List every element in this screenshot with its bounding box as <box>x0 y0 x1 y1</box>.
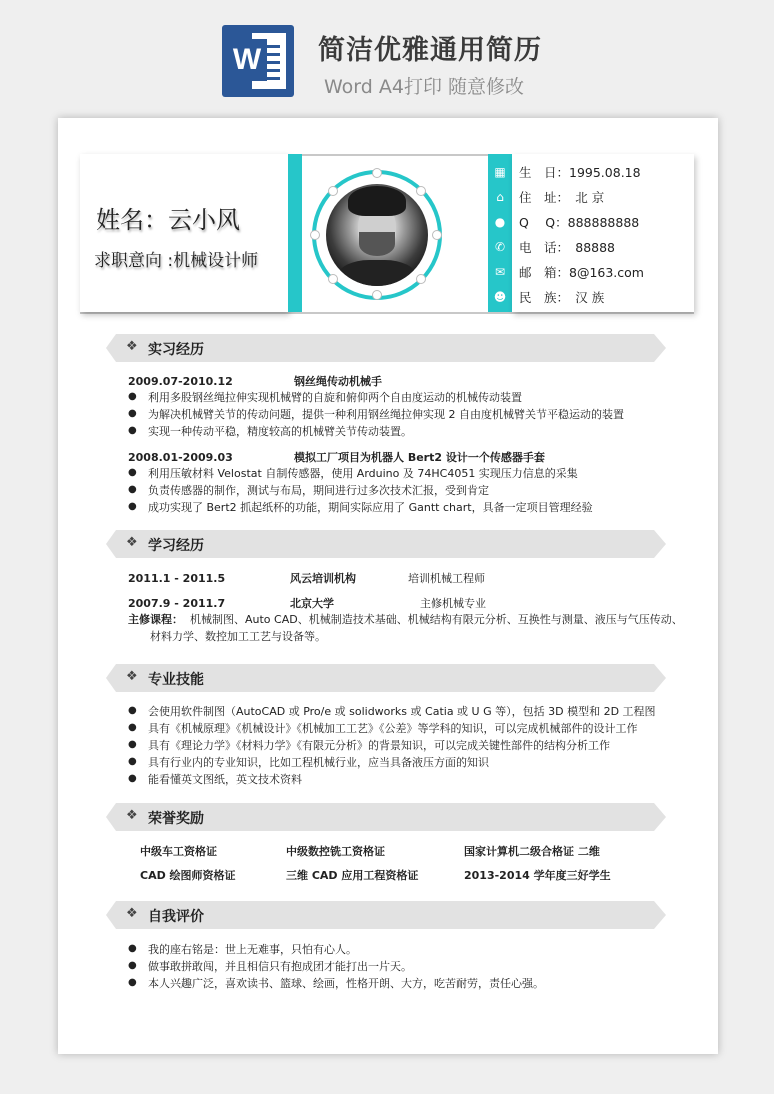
avatar <box>312 170 442 300</box>
top-banner <box>0 0 774 118</box>
qq-number: Q Q：888888888 <box>519 215 640 230</box>
courses-text: 材料力学、数控加工工艺与设备等。 <box>150 630 326 643</box>
list-item: 利用压敏材料 Velostat 自制传感器，使用 Arduino 及 74HC4051 实现压力信息的采集 <box>148 467 578 480</box>
honor-item: 中级数控铣工资格证 <box>286 845 385 858</box>
honor-item: CAD 绘图师资格证 <box>140 869 236 882</box>
banner-title: 简洁优雅通用简历 <box>318 35 542 66</box>
name-card <box>80 154 288 312</box>
edu-school: 风云培训机构 <box>290 572 356 585</box>
accent-bar <box>288 154 302 312</box>
section-header-evaluation <box>106 901 666 929</box>
section-header-internship <box>106 334 666 362</box>
list-item: 成功实现了 Bert2 抓起纸杯的功能，期间实际应用了 Gantt chart，具备一定项目管理经验 <box>148 501 593 514</box>
phone-icon: ✆ <box>494 240 506 254</box>
profile-photo <box>326 184 428 286</box>
honor-item: 三维 CAD 应用工程资格证 <box>286 869 419 882</box>
section-title: 专业技能 <box>148 672 204 688</box>
courses-text: 机械制图、Auto CAD、机械制造技术基础、机械结构有限元分析、互换性与测量、液压与气压传动、 <box>190 613 683 626</box>
word-icon <box>222 25 294 97</box>
edu-school: 北京大学 <box>290 597 334 610</box>
diamond-icon: ❖ <box>126 906 138 921</box>
edu-major: 培训机械工程师 <box>408 572 485 585</box>
mail-icon: ✉ <box>494 265 506 279</box>
list-item: 具有《理论力学》《材料力学》《有限元分析》的背景知识，可以完成关键性部件的结构分析工作 <box>148 739 610 752</box>
list-item: 实现一种传动平稳，精度较高的机械臂关节传动装置。 <box>148 425 412 438</box>
diamond-icon: ❖ <box>126 339 138 354</box>
phone-number: 电 话： 88888 <box>519 240 616 255</box>
section-header-honors <box>106 803 666 831</box>
edu-date: 2007.9 - 2011.7 <box>128 597 226 610</box>
calendar-icon: ▦ <box>494 165 506 179</box>
section-title: 荣誉奖励 <box>148 811 204 827</box>
edu-major: 主修机械专业 <box>420 597 486 610</box>
list-item: 具有《机械原理》《机械设计》《机械加工工艺》《公差》等学科的知识，可以完成机械部件的设计工作 <box>148 722 638 735</box>
diamond-icon: ❖ <box>126 808 138 823</box>
job-intention: 求职意向 :机械设计师 <box>94 251 259 271</box>
section-title: 自我评价 <box>148 909 204 925</box>
header-bottom-line <box>80 312 694 314</box>
diamond-icon: ❖ <box>126 669 138 684</box>
list-item: 我的座右铭是：世上无难事，只怕有心人。 <box>148 943 357 956</box>
banner-subtitle: Word A4打印 随意修改 <box>324 76 525 98</box>
info-icon-strip <box>488 154 512 312</box>
contact-info <box>512 154 694 312</box>
list-item: 具有行业内的专业知识，比如工程机械行业，应当具备液压方面的知识 <box>148 756 489 769</box>
email: 邮 箱：8@163.com <box>519 265 644 280</box>
people-icon: ☻ <box>493 290 507 304</box>
honor-item: 中级车工资格证 <box>140 845 217 858</box>
honor-item: 国家计算机二级合格证 二维 <box>464 845 600 858</box>
job-role: 模拟工厂项目为机器人 Bert2 设计一个传感器手套 <box>294 451 545 464</box>
resume-page: 姓名：云小风 求职意向 :机械设计师 ▦ ⌂ ● ✆ ✉ ☻ 生 日：1995.08.18 住 址： 北 京 Q Q：888888888 电 话： 88888 邮 箱：8@163.com 民 族： 汉 族 ❖ 实习经历 2009.07-2010.12 钢丝绳传动机械手 ● 利用多股钢丝绳拉伸实现机械臂的自旋和俯仰两个自由度运动的机械传动装置 ● 为解决机械臂关节的传动问题，提供一种利用钢丝绳拉伸实现 2 自由度机械臂关节平稳运动的装置 ● 实现一种传动平稳，精度较高的机械臂关节传动装置。 2008.01-2009.03 模拟工厂项目为机器人 Bert2 设计一个传感器手套 ● 利用压敏材料 Velostat 自制传感器，使用 Arduino 及 74HC4051 实现压力信息的采集 ● 负责传感器的制作，测试与布局，期间进行过多次技术汇报，受到肯定 ● 成功实现了 Bert2 抓起纸杯的功能，期间实际应用了 Gantt chart，具备一定项目管理经验 ❖ 学习经历 2011.1 - 2011.5 风云培训机构 培训机械工程师 2007.9 - 2011.7 北京大学 主修机械专业 主修课程： 机械制图、Auto CAD、机械制造技术基础、机械结构有限元分析、互换性与测量、液压与气压传动、 材料力学、数控加工工艺与设备等。 ❖ 专业技能 ● 会使用软件制图（AutoCAD 或 Pro/e 或 solidworks 或 Catia 或 U G 等），包括 3D 模型和 2D 工程图 ● 具有《机械原理》《机械设计》《机械加工工艺》《公差》等学科的知识，可以完成机械部件的设计工作 ● 具有《理论力学》《材料力学》《有限元分析》的背景知识，可以完成关键性部件的结构分析工作 ● 具有行业内的专业知识，比如工程机械行业，应当具备液压方面的知识 ● 能看懂英文图纸，英文技术资料 ❖ 荣誉奖励 中级车工资格证 中级数控铣工资格证 国家计算机二级合格证 二维 CAD 绘图师资格证 三维 CAD 应用工程资格证 2013-2014 学年度三好学生 ❖ 自我评价 ● 我的座右铭是：世上无难事，只怕有心人。 ● 做事敢拼敢闯，并且相信只有抱成团才能打出一片天。 ● 本人兴趣广泛，喜欢读书、篮球、绘画，性格开朗、大方，吃苦耐劳，责任心强。 <box>58 118 718 1054</box>
home-icon: ⌂ <box>496 190 504 204</box>
address: 住 址： 北 京 <box>519 190 605 205</box>
word-icon-letter: W <box>227 39 267 81</box>
section-title: 学习经历 <box>148 538 204 554</box>
section-header-skills <box>106 664 666 692</box>
section-header-education <box>106 530 666 558</box>
job-date: 2009.07-2010.12 <box>128 375 233 388</box>
job-date: 2008.01-2009.03 <box>128 451 233 464</box>
list-item: 本人兴趣广泛，喜欢读书、篮球、绘画，性格开朗、大方，吃苦耐劳，责任心强。 <box>148 977 544 990</box>
list-item: 会使用软件制图（AutoCAD 或 Pro/e 或 solidworks 或 Catia 或 U G 等），包括 3D 模型和 2D 工程图 <box>148 705 656 718</box>
honor-item: 2013-2014 学年度三好学生 <box>464 869 611 882</box>
courses-label: 主修课程： <box>128 613 183 626</box>
job-role: 钢丝绳传动机械手 <box>294 375 382 388</box>
edu-date: 2011.1 - 2011.5 <box>128 572 226 585</box>
list-item: 做事敢拼敢闯，并且相信只有抱成团才能打出一片天。 <box>148 960 412 973</box>
candidate-name: 姓名：云小风 <box>96 206 240 234</box>
qq-icon: ● <box>494 215 506 229</box>
diamond-icon: ❖ <box>126 535 138 550</box>
list-item: 利用多股钢丝绳拉伸实现机械臂的自旋和俯仰两个自由度运动的机械传动装置 <box>148 391 522 404</box>
list-item: 能看懂英文图纸，英文技术资料 <box>148 773 302 786</box>
section-title: 实习经历 <box>148 342 204 358</box>
ethnicity: 民 族： 汉 族 <box>519 290 605 305</box>
birthday: 生 日：1995.08.18 <box>519 165 641 180</box>
list-item: 负责传感器的制作，测试与布局，期间进行过多次技术汇报，受到肯定 <box>148 484 489 497</box>
list-item: 为解决机械臂关节的传动问题，提供一种利用钢丝绳拉伸实现 2 自由度机械臂关节平稳运动的装置 <box>148 408 624 421</box>
